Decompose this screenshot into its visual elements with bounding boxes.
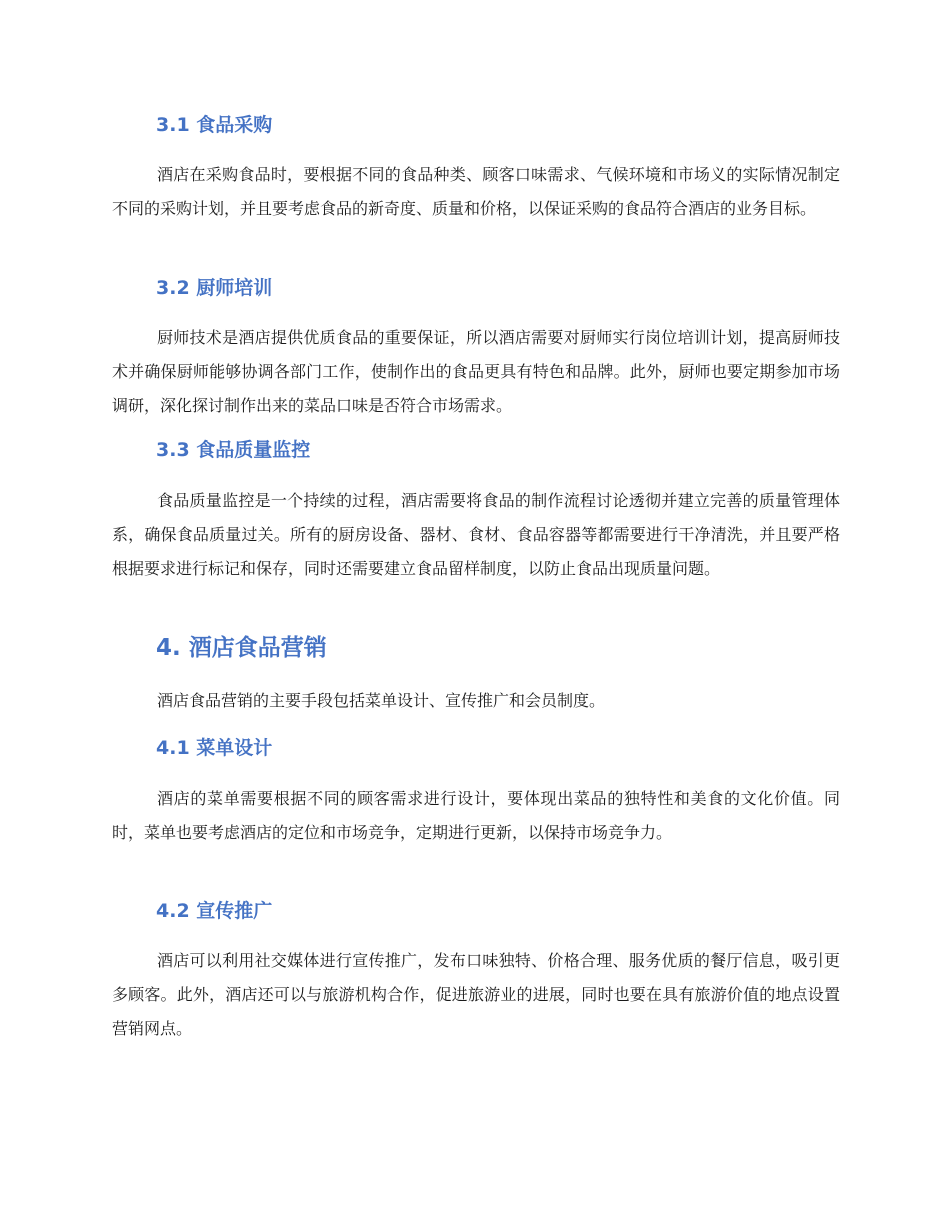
section-body-4: 酒店食品营销的主要手段包括菜单设计、宣传推广和会员制度。	[157, 691, 606, 710]
section-body-3-3: 食品质量监控是一个持续的过程，酒店需要将食品的制作流程讨论透彻并建立完善的质量管理体系，确保食品质量过关。所有的厨房设备、器材、食材、食品容器等都需要进行干净清洗，并且要严格根据要求进行标记和保存，同时还需要建立食品留样制度，以防止食品出现质量问题。	[112, 491, 840, 578]
section-heading-3-2: 3.2 厨师培训	[156, 277, 273, 299]
section-body-4-2: 酒店可以利用社交媒体进行宣传推广，发布口味独特、价格合理、服务优质的餐厅信息，吸引更多顾客。此外，酒店还可以与旅游机构合作，促进旅游业的进展，同时也要在具有旅游价值的地点设置营销网点。	[112, 951, 840, 1038]
section-body-4-1: 酒店的菜单需要根据不同的顾客需求进行设计，要体现出菜品的独特性和美食的文化价值。同时，菜单也要考虑酒店的定位和市场竞争，定期进行更新，以保持市场竞争力。	[112, 789, 840, 842]
section-heading-4: 4. 酒店食品营销	[156, 635, 327, 661]
section-heading-3-3: 3.3 食品质量监控	[156, 439, 311, 461]
section-body-3-1: 酒店在采购食品时，要根据不同的食品种类、顾客口味需求、气候环境和市场义的实际情况制定不同的采购计划，并且要考虑食品的新奇度、质量和价格，以保证采购的食品符合酒店的业务目标。	[112, 165, 840, 218]
section-heading-4-1: 4.1 菜单设计	[156, 737, 273, 759]
section-body-3-2: 厨师技术是酒店提供优质食品的重要保证，所以酒店需要对厨师实行岗位培训计划，提高厨师技术并确保厨师能够协调各部门工作，使制作出的食品更具有特色和品牌。此外，厨师也要定期参加市场调研，深化探讨制作出来的菜品口味是否符合市场需求。	[112, 328, 840, 415]
section-heading-3-1: 3.1 食品采购	[156, 114, 273, 136]
section-heading-4-2: 4.2 宣传推广	[156, 900, 273, 922]
